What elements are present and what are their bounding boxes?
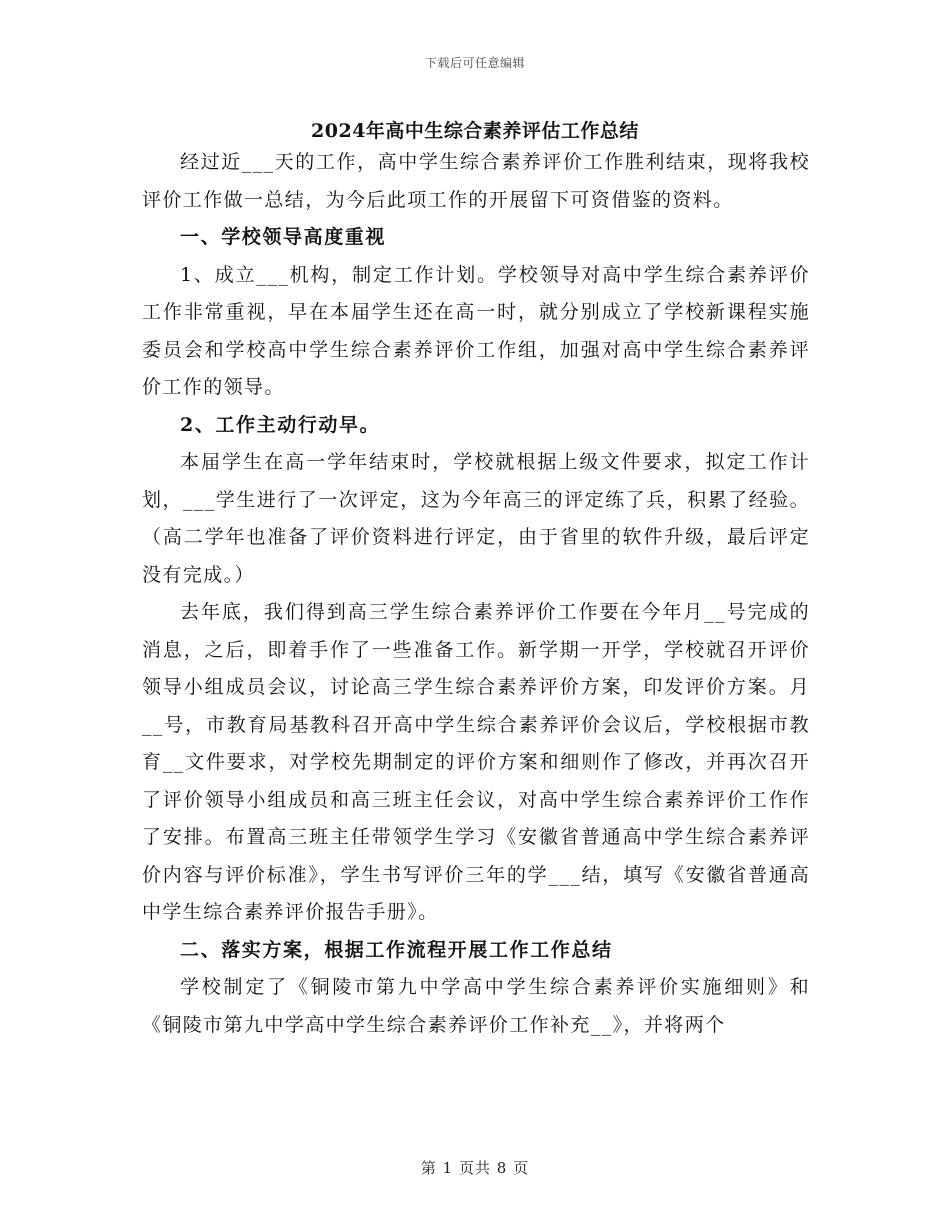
paragraph-intro: 经过近___天的工作，高中学生综合素养评价工作胜利结束，现将我校评价工作做一总结，为今后此项工作的开展留下可资借鉴的资料。 [142,151,810,211]
paragraph-1-1: 1、成立___机构，制定工作计划。学校领导对高中学生综合素养评价工作非常重视，早在本届学生还在高一时，就分别成立了学校新课程实施委员会和学校高中学生综合素养评价工作组，加强对高中学生综合素养评价工作的领导。 [142,263,810,398]
document-title: 2024年高中生综合素养评估工作总结 [311,120,639,142]
paragraph-2-1: 本届学生在高一学年结束时，学校就根据上级文件要求，拟定工作计划，___学生进行了一次评定，这为今年高三的评定练了兵，积累了经验。（高二学年也准备了评价资料进行评定，由于省里的软件升级，最后评定没有完成。） [142,451,810,586]
document-body [142,144,810,1044]
section-heading-2: 二、落实方案，根据工作流程开展工作工作总结 [180,938,613,961]
subsection-heading-2: 2、工作主动行动早。 [180,413,381,436]
paragraph-2-2: 去年底，我们得到高三学生综合素养评价工作要在今年月__号完成的消息，之后，即着手作了一些准备工作。新学期一开学，学校就召开评价领导小组成员会议，讨论高三学生综合素养评价方案，印发评价方案。月__号，市教育局基教科召开高中学生综合素养评价会议后，学校根据市教育__文件要求，对学校先期制定的评价方案和细则作了修改，并再次召开了评价领导小组成员和高三班主任会议，对高中学生综合素养评价工作作了安排。布置高三班主任带领学生学习《安徽省普通高中学生综合素养评价内容与评价标准》，学生书写评价三年的学___结，填写《安徽省普通高中学生综合素养评价报告手册》。 [142,601,810,923]
paragraph-3-1: 学校制定了《铜陵市第九中学高中学生综合素养评价实施细则》和《铜陵市第九中学高中学生综合素养评价工作补充__》，并将两个 [142,976,810,1036]
page-footer: 第 1 页共 8 页 [420,1159,530,1177]
header-note: 下载后可任意编辑 [424,56,525,70]
section-heading-1: 一、学校领导高度重视 [180,226,387,248]
